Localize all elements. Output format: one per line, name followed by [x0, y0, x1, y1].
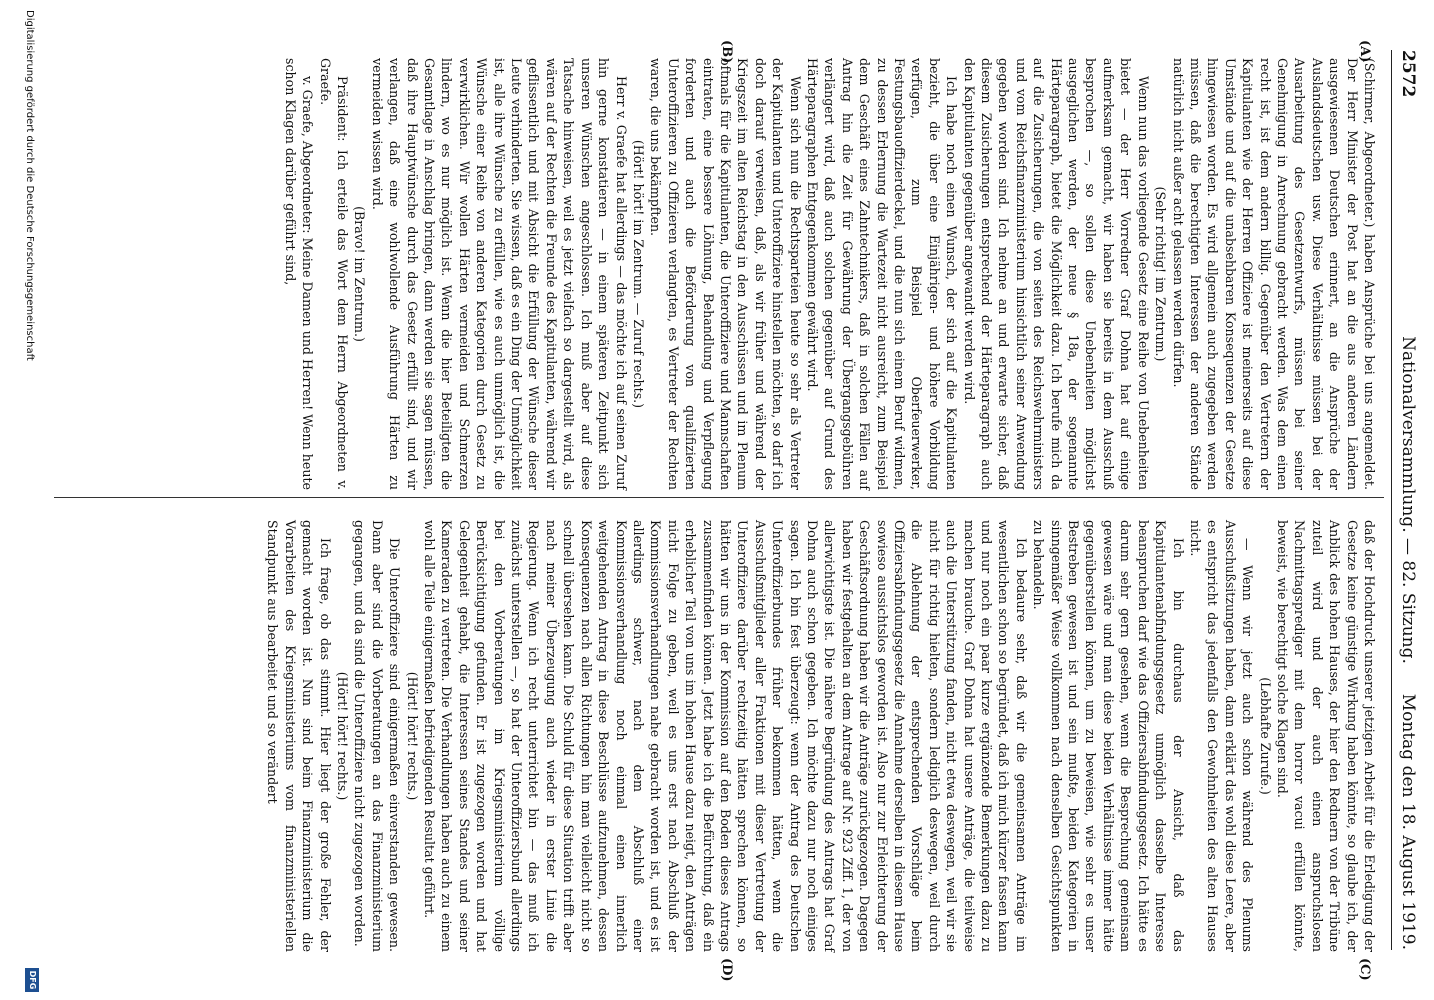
digitization-credit — [15, 10, 49, 990]
paragraph: Wenn nun das vorliegende Gesetz eine Reihe von Unebenheiten bietet — der Herr Vorredner Graf Dohna hat auf einige aufmerksam gemacht, wir haben sie bereits in dem Ausschuß besprochen —, so sollen diese Unebenheiten möglichst ausgeglichen werden, der neue § 18a, der sogenannte Härteparagraph, bietet die Möglichkeit dazu. Ich berufe mich da auf die Zusicherungen, die von seiten des Reichswehrministers und vom Reichsfinanzministerium hinsichtlich seiner Anwendung gegeben worden sind. Ich nehme an und erwarte sicher, daß diesem Zusicherungen entsprechend der Härteparagraph auch den Kapitulanten gegenüber angewandt werden wird. — [961, 58, 1151, 490]
dfg-logo: DFG — [25, 968, 39, 992]
interjection: (Lebhafte Zurufe.) — [1257, 677, 1273, 795]
paragraph: daß der Hochdruck unserer jetzigen Arbeit für die Erledigung der Gesetze keine günstige Wirkung haben könnte, so glaube ich, der Anblick des hohen Hauses, der hier den Rednern von der Tribüne zuteil wird und der auch einen anspruchslosen Nachmittagsprediger mit dem horror vacui erfüllen könnte, beweist, wie berechtigt solche Klagen sind. — [1274, 520, 1377, 952]
interjection: (Hört! hört! rechts.) — [335, 671, 351, 801]
paragraph: Ich frage, ob das stimmt. Hier liegt der große Fehler, der gemacht worden ist. Nun sind beim Finanzministerium die Vorarbeiten des Kriegsministeriums vom finanzministeriellen Standpunkt aus bearbeitet und so verändert — [265, 520, 333, 952]
speaker-paragraph: v. Graefe, Abgeordneter: Meine Damen und Herren! Wenn heute schon Klagen darüber geführt sind, — [282, 58, 316, 490]
paragraph: Ich bedaure sehr, daß wir die gemeinsamen Anträge im wesentlichen schon so begründet, daß ich mich kürzer fassen kann und nur noch ein paar kurze ergänzende Bemerkungen dazu zu machen brauche. Graf Dohna hat unsere Anträge, die teilweise auch die Unterstützung fanden, nicht etwa deswegen, weil wir sie nicht für richtig hielten, sondern lediglich deswegen, weil durch die Ablehnung der entsprechenden Vorschläge beim Offiziersabfindungsgesetz die Annahme derselben in diesem Hause sowieso aussichtslos geworden ist. Also nur zur Erleichterung der Geschäftsordnung haben wir die Anträge zurückgezogen. Dagegen haben wir festgehalten an dem Antrage auf Nr. 923 Ziff. 1, der von allerwichtigste ist. Die nähere Begründung des Antrags hat Graf Dohna auch schon gegeben. Ich möchte dazu nur noch einiges sagen. Ich bin fest überzeugt: wenn der Antrag des Deutschen Unteroffizierbundes früher bekommen hätten, wenn die Ausschußmitglieder aller Fraktionen mit dieser Vertretung der Unteroffiziere darüber rechtzeitig hätten sprechen können, so hätten wir uns in der Kommission auf den Boden dieses Antrags zusammenfinden können. Jetzt habe ich die Befürchtung, daß ein erheblicher Teil von uns im hohen Hause dazu neigt, den Anträgen nicht Folge zu geben, weil es uns erst nach Abschluß der Kommissionsverhandlungen nahe gebracht worden ist, und es ist allerdings schwer, nach dem Abschluß einer Kommissionsverhandlung noch einmal einen innerlich weitgehenden Antrag in diese Beschlüsse aufzunehmen, dessen Konsequenzen nach allen Richtungen hin man vielleicht nicht so schnell übersehen kann. Die Schuld für diese Situation trifft aber nach meiner Überzeugung auch wieder in erster Linie die Regierung. Wenn ich recht unterrichtet bin — das muß ich zunächst unterstellen —, so hat der Unteroffiziersbund allerdings bei den Vorberatungen im Kriegsministerium völlige Berücksichtigung gefunden. Er ist zugezogen worden und hat Gelegenheit gehabt, die Interessen seines Standes und seiner Kameraden zu vertreten. Die Verhandlungen haben auch zu einem wohl alle Teile einigermaßen befriedigenden Resultat geführt. — [422, 520, 1029, 952]
paragraph: (Schirmer, Abgeordneter.) haben Ansprüche bei uns angemeldet. Der Herr Minister der Post hat an die aus anderen Ländern ausgewiesenen Deutschen erinnert, an die Ansprüche der Auslandsdeutschen usw. Diese Verhältnisse müssen bei der Ausarbeitung des Gesetzentwurfs, müssen bei seiner Genehmigung in Anrechnung gebracht werden. Was dem einen recht ist, ist dem andern billig. Gegenüber den Vertretern der Kapitulanten wie der Herren Offiziere ist meinerseits auf diese Umstände und auf die unabsehbaren Konsequenzen der Gesetze hingewiesen worden. Es wird allgemein auch zugegeben werden müssen, daß die berechtigten Interessen der anderen Stände natürlich nicht außer acht gelassen werden dürfen. — [1170, 58, 1377, 490]
right-column — [264, 520, 1378, 952]
paragraph: — Wenn wir jetzt auch schon während des Plenums Ausschußsitzungen haben, dann erklärt das wohl diese Leere, aber es entspricht das jedenfalls den Gewohnheiten des alten Hauses nicht. — [1187, 520, 1256, 952]
interjection: (Sehr richtig! im Zentrum.) — [1153, 186, 1169, 362]
interjection: (Hört! hört! rechts.) — [404, 671, 420, 801]
paragraph: Wenn sich nun die Rechtsparteien heute so sehr als Vertreter der Kapitulanten und Unteroffiziere hinstellen möchten, so darf ich doch darauf verweisen, daß, als wir früher und während der Kriegszeit im alten Reichstag in den Ausschüssen und im Plenum oftmals für die Kapitulanten, die Unteroffiziere und Mannschaften eintraten, eine bessere Löhnung, Behandlung und Verpflegung forderten und auch die Beförderung von qualifizierten Unteroffizieren zu Offizieren verlangten, es Vertreter der Rechten waren, die uns bekämpften. — [648, 58, 803, 490]
interjection: (Bravo! im Zentrum.) — [352, 206, 368, 342]
page-title: Nationalversammlung. — 82. Sitzung. — [1398, 336, 1418, 664]
page-number: 2572 — [1398, 50, 1418, 98]
paragraph: Ich bin durchaus der Ansicht, daß das Kapitulantenabfindungsgesetz unmöglich dasselbe Interesse beanspruchen darf wie das Offiziersabfindungsgesetz. Ich hätte es darum sehr gern gesehen, wenn die Besprechung gemeinsam gewesen wäre und man diese beiden Verhältnisse immer hätte gegenüberstellen können, um zu beweisen, wie sehr es unser Bestreben gewesen ist und sein mußte, beiden Kategorien in sinngemäßer Weise vollkommen nach denselben Gesichtspunkten zu behandeln. — [1031, 520, 1186, 952]
left-column — [281, 58, 1378, 490]
speaker-paragraph: Präsident: Ich erteile das Wort dem Herrn Abgeordneten v. Graefe. — [317, 58, 351, 490]
margin-marker-b: (B) — [719, 40, 734, 64]
paragraph: Herr v. Graefe hat allerdings — das möchte ich auf seinen Zuruf hin gerne konstatieren — in einem späteren Zeitpunkt sich unseren Wünschen angeschlossen. Ich muß aber auf diese Tatsache hinweisen, weil es jetzt vielfach so dargestellt wird, als wären auf der Rechten die Freunde des Kapitulanten, während wir geflissentlich und mit Absicht die Erfüllung der Wünsche dieser Leute verhinderten. Sie wissen, daß es ein Ding der Unmöglichkeit ist, alle ihre Wünsche zu erfüllen, wie es auch unmöglich ist, die Wünsche einer Reihe von anderen Kategorien durch Gesetz zu verwirklichen. Wir wollen Härten vermeiden und Schmerzen lindern, wo es nur möglich ist. Wenn die hier Beteiligten die Gesamtlage in Anschlag bringen, dann werden sie sagen müssen, daß ihre Hauptwünsche durch das Gesetz erfüllt sind, und wir verlangen, daß eine wohlwollende Ausführung Härten zu vermeiden wissen wird. — [369, 58, 629, 490]
margin-marker-d: (D) — [719, 958, 734, 982]
interjection: (Hört! hört! im Zentrum. — Zuruf rechts.) — [630, 139, 646, 409]
margin-marker-c: (C) — [1357, 958, 1372, 981]
page-header — [1391, 50, 1422, 950]
session-date: Montag den 18. August 1919. — [1398, 693, 1418, 950]
paragraph: Die Unteroffiziere sind einigermaßen einverstanden gewesen. Dann aber sind die Vorberatungen an das Finanzministerium gegangen, und da sind die Unteroffiziere nicht zugezogen worden. — [352, 520, 403, 952]
credit-label: Digitalisierung gefördert durch die Deutsche Forschungsgemeinschaft — [24, 10, 35, 361]
margin-marker-a: (A) — [1357, 40, 1372, 63]
column-divider — [54, 497, 1384, 498]
paragraph: Ich habe noch einen Wunsch, der sich auf die Kapitulanten bezieht, die über eine Einjährigen- und höhere Vorbildung verfügen, zum Beispiel Oberfeuerwerker, Festungsbauoffizierdeckel, und die nun sich einem Beruf widmen, zu dessen Erlernung die Wartezeit nicht ausreicht, zum Beispiel dem Geschäft eines Zahntechnikers, daß in solchen Fällen auf Antrag hin die Zeit für Gewährung der Übergangsgebühren verlängert wird, daß auch solchen gegenüber auf Grund des Härteparagraphen Entgegenkommen gewährt wird. — [805, 58, 960, 490]
